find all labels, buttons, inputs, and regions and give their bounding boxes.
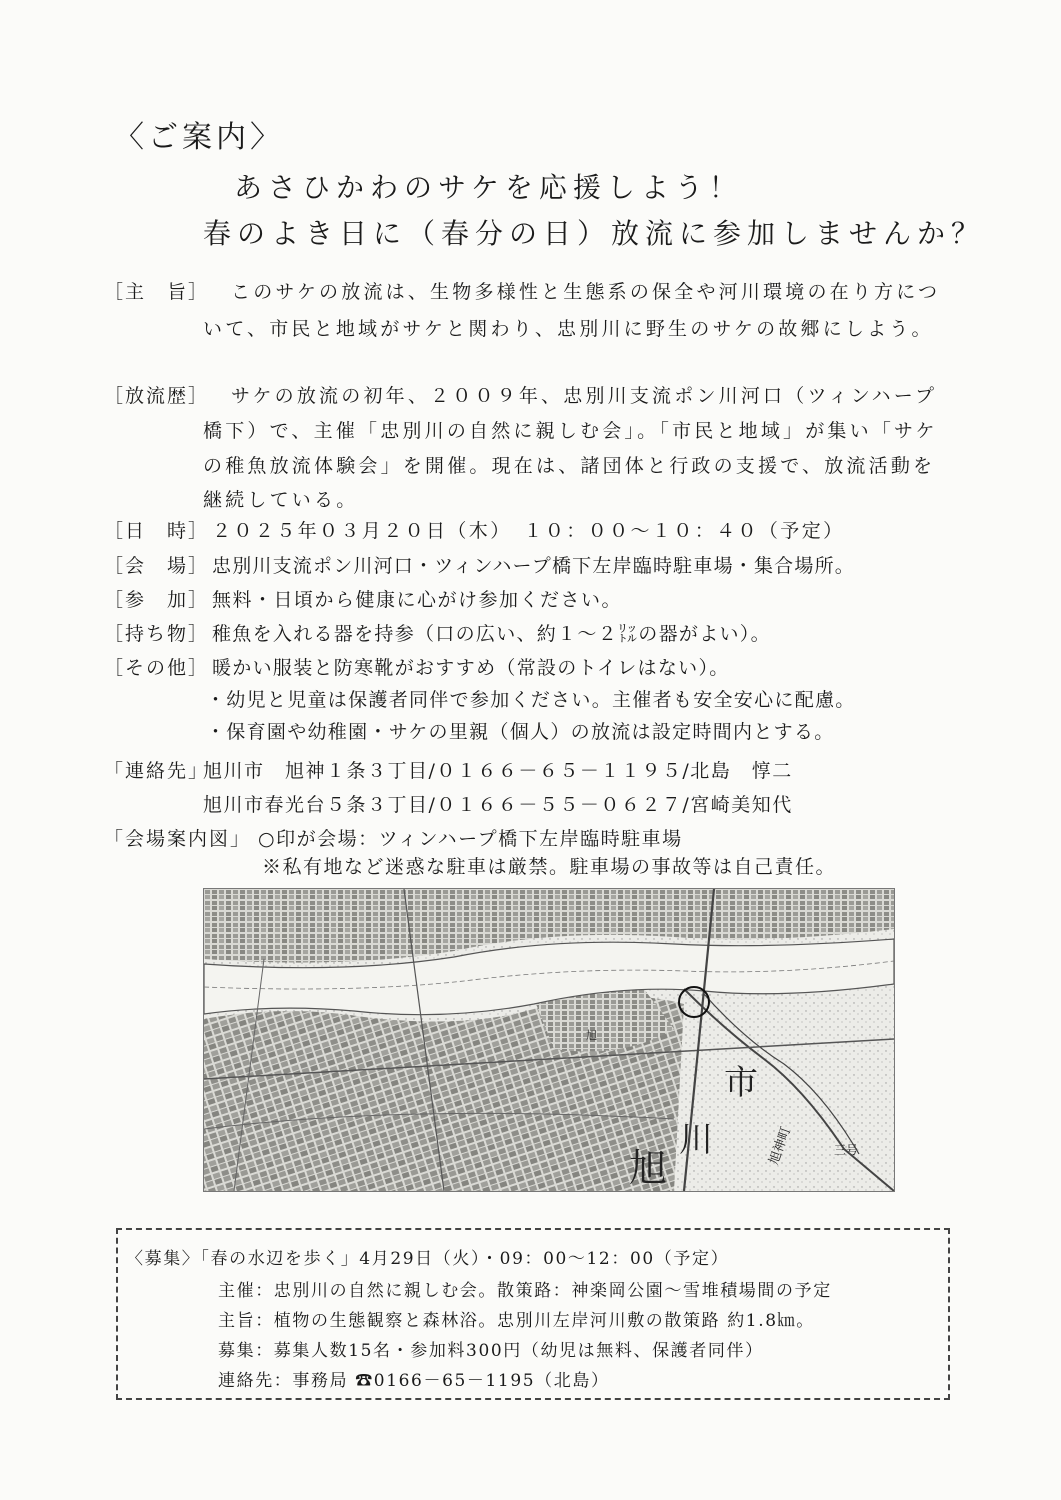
recruit-line-4: 募集：募集人数15名・参加料300円（幼児は無料、保護者同伴） [218, 1341, 764, 1361]
datetime-value: ２０２５年０３月２０日（木） １０：００～１０：４０（予定） [212, 520, 845, 542]
bring-value: 稚魚を入れる器を持参（口の広い、約１～２㍑の器がよい）。 [212, 623, 771, 645]
history-line-2: 橋下）で、主催「忠別川の自然に親しむ会」。「市民と地域」が集い「サケ [203, 420, 938, 442]
other-line-3: ・保育園や幼稚園・サケの里親（個人）の放流は設定時間内とする。 [206, 721, 835, 743]
other-label: ［その他］ [104, 657, 210, 679]
other-line-1: 暖かい服装と防寒靴がおすすめ（常設のトイレはない）。 [212, 657, 730, 679]
bring-label: ［持ち物］ [104, 623, 210, 645]
other-line-2: ・幼児と児童は保護者同伴で参加ください。主催者も安全安心に配慮。 [206, 689, 856, 711]
venue-map [203, 888, 895, 1192]
recruit-line-2: 主催：忠別川の自然に親しむ会。散策路：神楽岡公園～雪堆積場間の予定 [218, 1281, 832, 1301]
map-label-kyokushin: 旭神町 [766, 1124, 795, 1167]
notice-tag: 〈ご案内〉 [114, 120, 284, 155]
map-guide-line-1: ○印が会場：ツィンハープ橋下左岸臨時駐車場 [258, 828, 683, 850]
purpose-line-2: いて、市民と地域がサケと関わり、忠別川に野生のサケの故郷にしよう。 [203, 318, 934, 340]
history-label: ［放流歴］ [104, 385, 210, 407]
recruit-box [116, 1228, 950, 1400]
venue-label: ［会 場］ [104, 555, 210, 577]
headline-2: 春のよき日に（春分の日）放流に参加しませんか？ [203, 217, 986, 250]
recruit-line-3: 主旨：植物の生態観察と森林浴。忠別川左岸河川敷の散策路 約1.8㎞。 [218, 1311, 815, 1331]
history-line-3: の稚魚放流体験会」を開催。現在は、諸団体と行政の支援で、放流活動を [203, 455, 936, 477]
datetime-label: ［日 時］ [104, 520, 210, 542]
map-guide-label: 「会場案内図」 [104, 828, 252, 850]
recruit-line-5: 連絡先：事務局 ☎0166－65－1195（北島） [218, 1371, 610, 1391]
participation-value: 無料・日頃から健康に心がけ参加ください。 [212, 589, 623, 611]
map-drawing [204, 889, 894, 1191]
headline-1: あさひかわのサケを応援しよう！ [234, 171, 743, 204]
contact-label: 「連絡先」 [104, 760, 210, 782]
map-label-kawa: 川 [679, 1120, 713, 1160]
history-line-1: サケの放流の初年、２００９年、忠別川支流ポン川河口（ツィンハープ [231, 385, 938, 407]
purpose-label: ［主 旨］ [104, 281, 210, 303]
map-label-shi: 市 [724, 1063, 758, 1103]
map-label-sango: 三号 [834, 1143, 859, 1157]
map-label-asahi-small: 旭 [586, 1029, 597, 1042]
participation-label: ［参 加］ [104, 589, 210, 611]
purpose-line-1: このサケの放流は、生物多様性と生態系の保全や河川環境の在り方につ [231, 281, 941, 303]
contact-line-1: 旭川市 旭神１条３丁目/０１６６－６５－１１９５/北島 惇二 [203, 760, 793, 782]
contact-line-2: 旭川市春光台５条３丁目/０１６６－５５－０６２７/宮崎美知代 [203, 794, 793, 816]
map-label-asahi: 旭 [629, 1146, 668, 1190]
venue-value: 忠別川支流ポン川河口・ツィンハープ橋下左岸臨時駐車場・集合場所。 [212, 555, 855, 577]
recruit-line-1: 〈募集〉「春の水辺を歩く」4月29日（火）・09：00～12：00（予定） [126, 1249, 730, 1269]
history-line-4: 継続している。 [203, 489, 359, 511]
map-guide-line-2: ※私有地など迷惑な駐車は厳禁。駐車場の事故等は自己責任。 [262, 856, 837, 878]
